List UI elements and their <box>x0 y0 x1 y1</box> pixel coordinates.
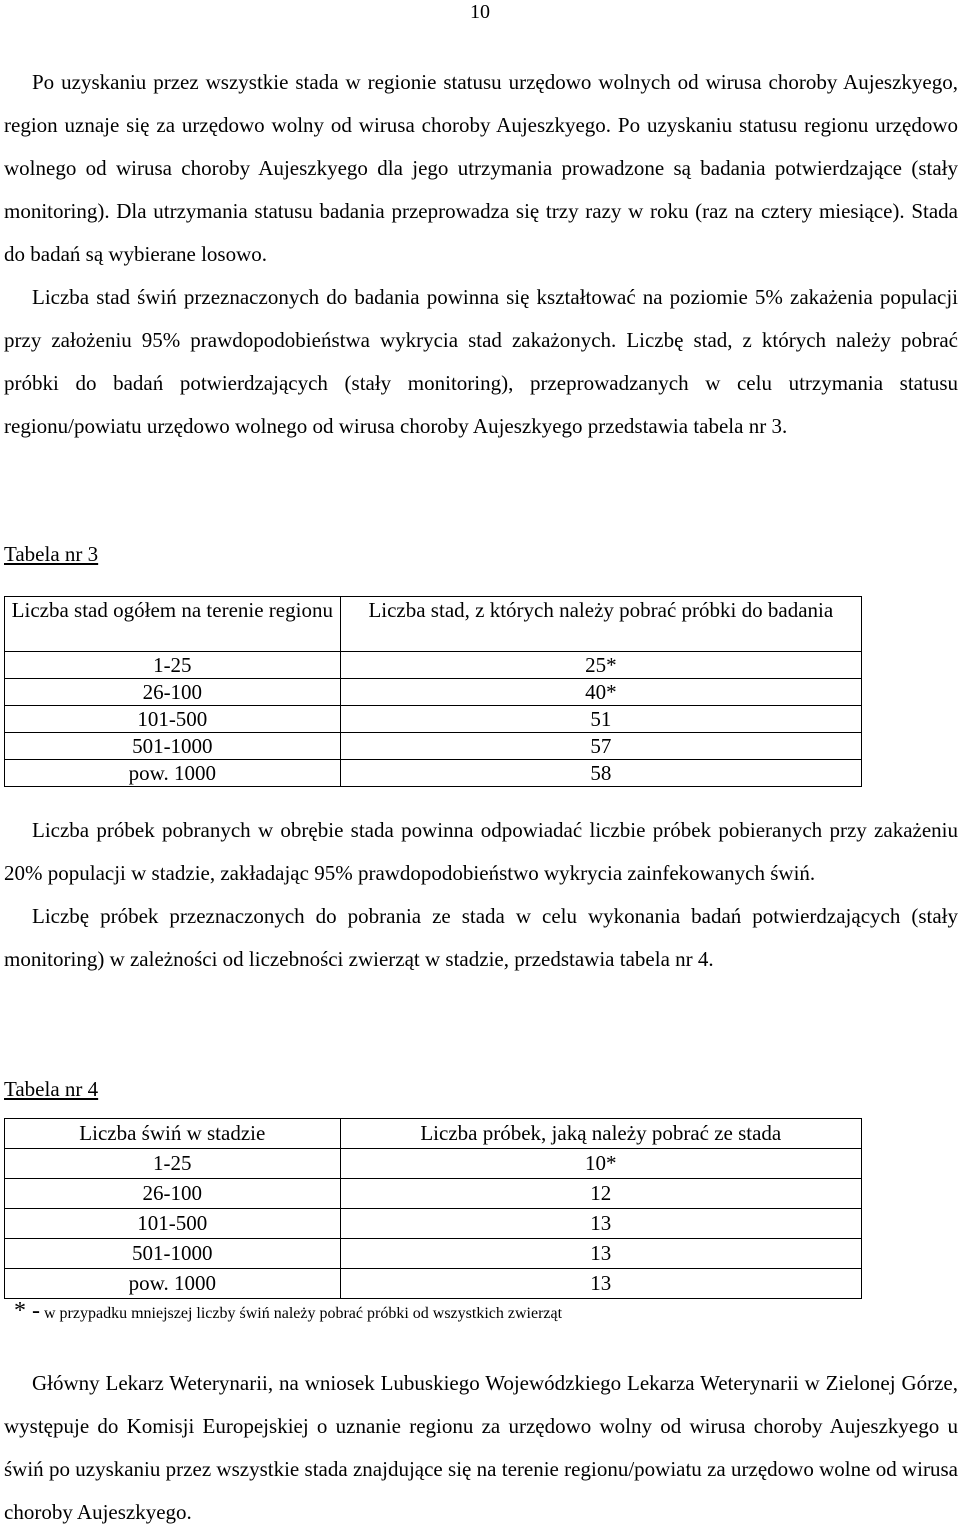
table3-cell: 40* <box>340 679 861 706</box>
table-row <box>5 706 862 733</box>
footnote-marker: * - <box>14 1298 40 1324</box>
footnote <box>14 1296 562 1329</box>
table4-header-cell: Liczba świń w stadzie <box>5 1119 341 1149</box>
paragraph-final: Główny Lekarz Weterynarii, na wniosek Lubuskiego Wojewódzkiego Lekarza Weterynarii w Zielonej Górze, występuje do Komisji Europejskiej o uznanie regionu za urzędowo wolny od wirusa choroby Aujeszkyego u świń po uzyskaniu przez wszystkie stada znajdujące się na terenie regionu/powiatu za urzędowo wolne od wirusa choroby Aujeszkyego. <box>4 1371 958 1524</box>
table-row <box>5 760 862 787</box>
table4-cell: 26-100 <box>5 1179 341 1209</box>
table3-cell: 26-100 <box>5 679 341 706</box>
table-row <box>5 1149 862 1179</box>
table-row <box>5 679 862 706</box>
table4-cell: 13 <box>340 1209 861 1239</box>
table4-cell: 101-500 <box>5 1209 341 1239</box>
table4-header-row <box>5 1119 862 1149</box>
table4 <box>4 1118 862 1299</box>
table-row <box>5 733 862 760</box>
table3-cell: 25* <box>340 652 861 679</box>
table3 <box>4 596 862 787</box>
table3-cell: 101-500 <box>5 706 341 733</box>
table4-caption-text: Tabela nr 4 <box>4 1077 99 1101</box>
table3-cell: 51 <box>340 706 861 733</box>
table3-caption <box>4 533 958 576</box>
table4-caption <box>4 1068 958 1111</box>
table-row <box>5 652 862 679</box>
page-number: 10 <box>470 1 490 23</box>
table4-cell: 13 <box>340 1269 861 1299</box>
paragraph-sampling: Liczba stad świń przeznaczonych do badania powinna się kształtować na poziomie 5% zakażenia populacji przy założeniu 95% prawdopodobieństwa wykrycia stad zakażonych. Liczbę stad, z których należy pobrać próbki do badań potwierdzających (stały monitoring), przeprowadzanych w celu utrzymania statusu regionu/powiatu urzędowo wolnego od wirusa choroby Aujeszkyego przedstawia tabela nr 3. <box>4 285 958 438</box>
table3-caption-text: Tabela nr 3 <box>4 542 99 566</box>
table3-cell: 57 <box>340 733 861 760</box>
table4-cell: pow. 1000 <box>5 1269 341 1299</box>
table-row <box>5 1239 862 1269</box>
table-row <box>5 1209 862 1239</box>
table3-header-cell: Liczba stad ogółem na terenie regionu <box>5 597 341 652</box>
table-row <box>5 1269 862 1299</box>
table3-cell: 1-25 <box>5 652 341 679</box>
table4-cell: 1-25 <box>5 1149 341 1179</box>
intro-text <box>4 61 958 448</box>
table4-header-cell: Liczba próbek, jaką należy pobrać ze stada <box>340 1119 861 1149</box>
table4-cell: 12 <box>340 1179 861 1209</box>
table3-cell: 501-1000 <box>5 733 341 760</box>
table3-cell: 58 <box>340 760 861 787</box>
paragraph-status: Po uzyskaniu przez wszystkie stada w regionie statusu urzędowo wolnych od wirusa choroby Aujeszkyego, region uznaje się za urzędowo wolny od wirusa choroby Aujeszkyego. Po uzyskaniu statusu regionu urzędowo wolnego od wirusa choroby Aujeszkyego dla jego utrzymania prowadzone są badania potwierdzające (stały monitoring). Dla utrzymania statusu badania przeprowadza się trzy razy w roku (raz na cztery miesiące). Stada do badań są wybierane losowo. <box>4 70 958 266</box>
closing-text <box>4 1362 958 1534</box>
table4-cell: 501-1000 <box>5 1239 341 1269</box>
paragraph-samples-table-ref: Liczbę próbek przeznaczonych do pobrania ze stada w celu wykonania badań potwierdzających (stały monitoring) w zależności od liczebności zwierząt w stadzie, przedstawia tabela nr 4. <box>4 904 958 971</box>
table-row <box>5 1179 862 1209</box>
table3-header-cell: Liczba stad, z których należy pobrać próbki do badania <box>340 597 861 652</box>
footnote-text: w przypadku mniejszej liczby świń należy pobrać próbki od wszystkich zwierząt <box>44 1305 563 1322</box>
paragraph-samples-per-herd: Liczba próbek pobranych w obrębie stada powinna odpowiadać liczbie próbek pobieranych przy zakażeniu 20% populacji w stadzie, zakładając 95% prawdopodobieństwo wykrycia zainfekowanych świń. <box>4 818 958 885</box>
table3-cell: pow. 1000 <box>5 760 341 787</box>
middle-text <box>4 809 958 981</box>
table4-cell: 13 <box>340 1239 861 1269</box>
table3-header-row <box>5 597 862 652</box>
table4-cell: 10* <box>340 1149 861 1179</box>
